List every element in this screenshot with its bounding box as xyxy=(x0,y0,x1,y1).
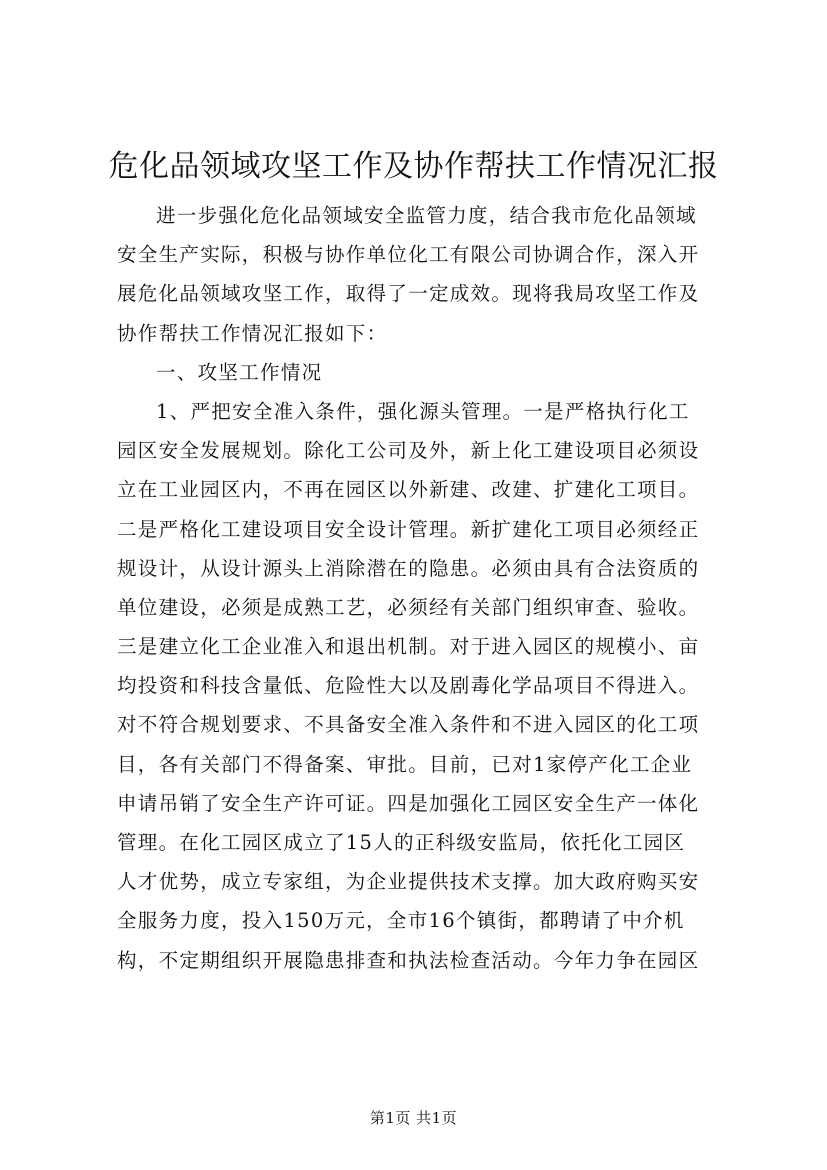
body-line: 园区安全发展规划。除化工公司及外，新上化工建设项目必须设 xyxy=(117,439,700,463)
body-line: 规设计，从设计源头上消除潜在的隐患。必须由具有合法资质的 xyxy=(117,556,700,580)
page-number-footer: 第1页 共1页 xyxy=(369,1109,458,1127)
document-title: 危化品领域攻坚工作及协作帮扶工作情况汇报 xyxy=(108,149,719,184)
body-line: 展危化品领域攻坚工作，取得了一定成效。现将我局攻坚工作及 xyxy=(117,282,700,306)
body-line: 全服务力度，投入150万元，全市16个镇街，都聘请了中介机 xyxy=(117,909,685,933)
body-line: 安全生产实际，积极与协作单位化工有限公司协调合作，深入开 xyxy=(117,243,700,267)
body-line: 目，各有关部门不得备案、审批。目前，已对1家停产化工企业 xyxy=(117,752,693,776)
section-heading: 一、攻坚工作情况 xyxy=(156,360,323,384)
body-line: 管理。在化工园区成立了15人的正科级安监局，依托化工园区 xyxy=(117,831,686,854)
body-line: 构，不定期组织开展隐患排查和执法检查活动。今年力争在园区 xyxy=(117,948,700,972)
body-line: 单位建设，必须是成熟工艺，必须经有关部门组织审查、验收。 xyxy=(117,595,700,619)
body-line: 1、严把安全准入条件，强化源头管理。一是严格执行化工 xyxy=(156,399,690,423)
body-line: 三是建立化工企业准入和退出机制。对于进入园区的规模小、亩 xyxy=(117,635,700,659)
body-line: 进一步强化危化品领域安全监管力度，结合我市危化品领域 xyxy=(156,204,697,227)
body-line: 二是严格化工建设项目安全设计管理。新扩建化工项目必须经正 xyxy=(117,517,700,541)
document-body xyxy=(117,196,739,980)
body-line: 对不符合规划要求、不具备安全准入条件和不进入园区的化工项 xyxy=(117,713,700,737)
body-line: 人才优势，成立专家组，为企业提供技术支撑。加大政府购买安 xyxy=(117,870,700,894)
body-line: 协作帮扶工作情况汇报如下： xyxy=(117,321,388,345)
body-line: 均投资和科技含量低、危险性大以及剧毒化学品项目不得进入。 xyxy=(117,674,700,698)
body-line: 立在工业园区内，不再在园区以外新建、改建、扩建化工项目。 xyxy=(117,478,700,502)
body-line: 申请吊销了安全生产许可证。四是加强化工园区安全生产一体化 xyxy=(117,791,700,815)
